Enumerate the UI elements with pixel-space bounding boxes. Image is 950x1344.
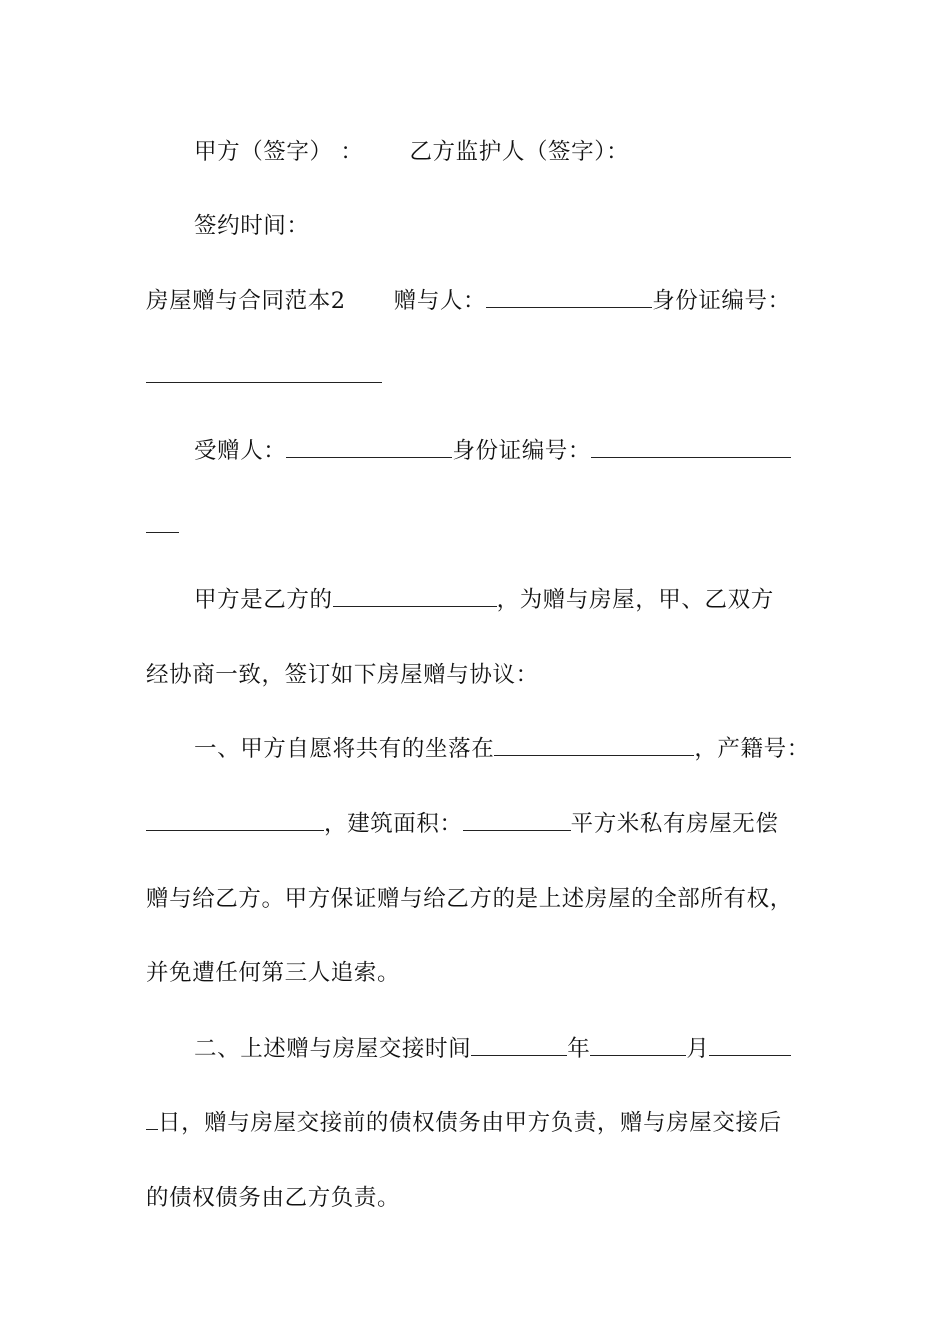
floor-area-blank bbox=[463, 810, 571, 831]
month-label: 月 bbox=[686, 1036, 710, 1062]
clause-1-part-4: 平方米私有房屋无偿 bbox=[570, 811, 779, 837]
clause-2-text-3: 的债权债务由乙方负责。 bbox=[146, 1185, 401, 1211]
clause-2-line-3 bbox=[146, 1183, 818, 1213]
intro-text-2: 经协商一致，签订如下房屋赠与协议： bbox=[146, 662, 539, 688]
clause-1-part-1: 一、甲方自愿将共有的坐落在 bbox=[194, 736, 495, 762]
sign-date-label: 签约时间： bbox=[194, 213, 310, 239]
clause-2-line-2 bbox=[146, 1108, 818, 1138]
year-label: 年 bbox=[567, 1036, 591, 1062]
clause-2-part-2: 日，赠与房屋交接前的债权债务由甲方负责，赠与房屋交接后 bbox=[158, 1110, 782, 1136]
heading-line bbox=[146, 286, 818, 316]
month-blank bbox=[590, 1035, 686, 1056]
donor-id-blank-line bbox=[146, 361, 818, 391]
donor-name-blank bbox=[486, 287, 652, 308]
clause-1-text-4: 并免遭任何第三人追索。 bbox=[146, 960, 401, 986]
donee-id-blank-end bbox=[146, 512, 179, 533]
donee-id-blank-continuation bbox=[146, 511, 818, 541]
donee-line bbox=[194, 436, 866, 466]
intro-line-2 bbox=[146, 660, 818, 690]
clause-1-line-4 bbox=[146, 958, 818, 988]
donor-label: 赠与人： bbox=[393, 288, 487, 314]
intro-part-2: ，为赠与房屋，甲、乙双方 bbox=[496, 587, 774, 613]
property-number-blank bbox=[146, 810, 324, 831]
clause-1-text-3: 赠与给乙方。甲方保证赠与给乙方的是上述房屋的全部所有权， bbox=[146, 886, 793, 912]
donee-id-label: 身份证编号： bbox=[452, 438, 592, 464]
document-title: 房屋赠与合同范本2 bbox=[146, 288, 346, 314]
donee-name-blank bbox=[286, 437, 452, 458]
clause-1-part-3: ，建筑面积： bbox=[324, 811, 463, 837]
clause-1-line-1 bbox=[194, 734, 866, 764]
clause-1-line-2 bbox=[146, 809, 818, 839]
intro-line-1 bbox=[194, 585, 866, 615]
day-blank bbox=[709, 1035, 791, 1056]
day-blank-end bbox=[146, 1109, 158, 1130]
relationship-blank bbox=[333, 586, 497, 607]
donee-id-blank bbox=[591, 437, 791, 458]
clause-2-line-1 bbox=[194, 1034, 866, 1064]
donee-label: 受赠人： bbox=[194, 438, 287, 464]
party-a-signature-label: 甲方（签字） ： bbox=[194, 139, 364, 165]
location-blank bbox=[494, 735, 694, 756]
clause-1-line-3 bbox=[146, 884, 818, 914]
sign-date-line bbox=[194, 211, 866, 241]
year-blank bbox=[471, 1035, 567, 1056]
party-b-guardian-signature-label: 乙方监护人（签字）： bbox=[409, 139, 630, 165]
donor-id-label: 身份证编号： bbox=[652, 288, 791, 314]
intro-part-1: 甲方是乙方的 bbox=[194, 587, 333, 613]
clause-1-part-2: ，产籍号： bbox=[694, 736, 810, 762]
clause-2-part-1: 二、上述赠与房屋交接时间 bbox=[194, 1036, 472, 1062]
donor-id-blank bbox=[146, 362, 382, 383]
signature-line bbox=[194, 137, 866, 167]
